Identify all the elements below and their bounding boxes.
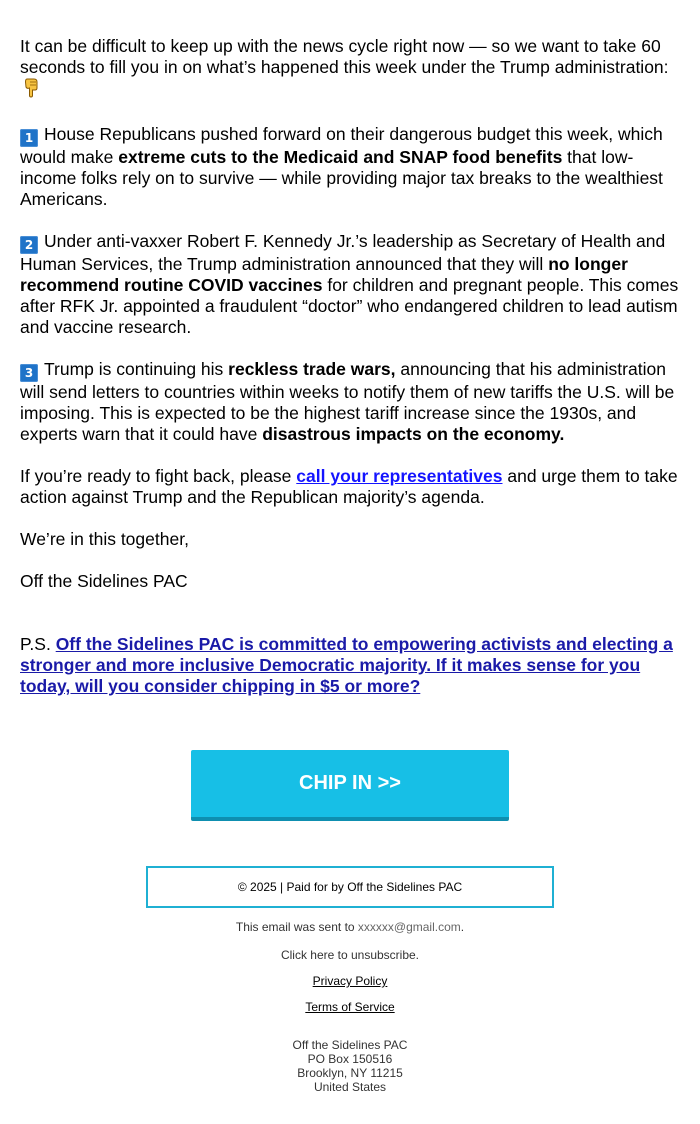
keycap-3-icon: 3 [20,364,38,382]
intro-text: It can be difficult to keep up with the news cycle right now — so we want to take 60 seconds to fill you in on what’s happened this week under the Trump administration: [20,36,669,77]
privacy-row [0,973,700,989]
keycap-2-icon: 2 [20,236,38,254]
news-item-3-text-b: announcing that his administration will send letters to countries within weeks to notify them of new tariffs the U.S. will be imposing. This is expected to be the highest tariff increase since the 1930s, and experts warn that it could have [20,359,675,444]
unsubscribe-link[interactable]: Click here to unsubscribe. [280,948,420,962]
keycap-1-icon: 1 [20,129,38,147]
terms-row [0,999,700,1015]
recipient-email: xxxxxx@gmail.com [357,920,461,934]
news-item-1-text-b: that low-income folks rely on to survive — while providing major tax breaks to the wealthiest Americans. [20,147,663,209]
donate-ps-link[interactable]: Off the Sidelines PAC is committed to empowering activists and electing a stronger and more inclusive Democratic majority. If it makes sense for you today, will you consider chipping in $5 or more? [20,634,673,696]
ps-prefix: P.S. [20,634,56,654]
news-item-1 [20,124,685,210]
address-line-2: Brooklyn, NY 11215 [297,1066,403,1080]
ps-paragraph [20,634,685,697]
sent-to-prefix: This email was sent to [235,920,358,934]
email-body [20,36,685,718]
address-line-1: PO Box 150516 [307,1052,393,1066]
address-country: United States [313,1080,387,1094]
action-text-pre: If you’re ready to fight back, please [20,466,297,486]
action-paragraph [20,466,685,508]
news-item-1-text-a: House Republicans pushed forward on their dangerous budget this week, which would make [20,124,663,167]
news-item-3-highlight-b: disastrous impacts on the economy. [262,424,565,444]
news-item-3-text-a: Trump is continuing his [44,359,229,379]
news-item-2-highlight: no longer recommend routine COVID vaccines [20,254,628,295]
pointing-down-icon [24,78,40,103]
chip-in-button[interactable]: CHIP IN >> [191,750,509,821]
call-representatives-link[interactable]: call your representatives [296,466,503,486]
privacy-policy-link[interactable]: Privacy Policy [312,974,388,988]
paid-for-box: © 2025 | Paid for by Off the Sidelines PAC [146,866,554,908]
sent-to-line [0,919,700,935]
chip-in-container [191,750,509,821]
address-name: Off the Sidelines PAC [292,1038,408,1052]
terms-of-service-link[interactable]: Terms of Service [305,1000,395,1014]
news-item-3 [20,359,685,445]
closing-line: We’re in this together, [20,529,189,549]
news-item-2-text-a: Under anti-vaxxer Robert F. Kennedy Jr.’s leadership as Secretary of Health and Human Services, the Trump administration announced that they will [20,231,666,274]
sent-to-suffix: . [460,920,465,934]
news-item-2-text-b: for children and pregnant people. This comes after RFK Jr. appointed a fraudulent “doctor” who endangered children to lead autism and vaccine research. [20,275,679,337]
news-item-1-highlight: extreme cuts to the Medicaid and SNAP food benefits [118,147,563,167]
signature: Off the Sidelines PAC [20,571,188,591]
news-item-3-highlight-a: reckless trade wars, [228,359,396,379]
news-item-2 [20,231,685,338]
action-text-post: and urge them to take action against Trump and the Republican majority’s agenda. [20,466,678,507]
mailing-address [0,1038,700,1094]
intro-paragraph [20,36,685,103]
